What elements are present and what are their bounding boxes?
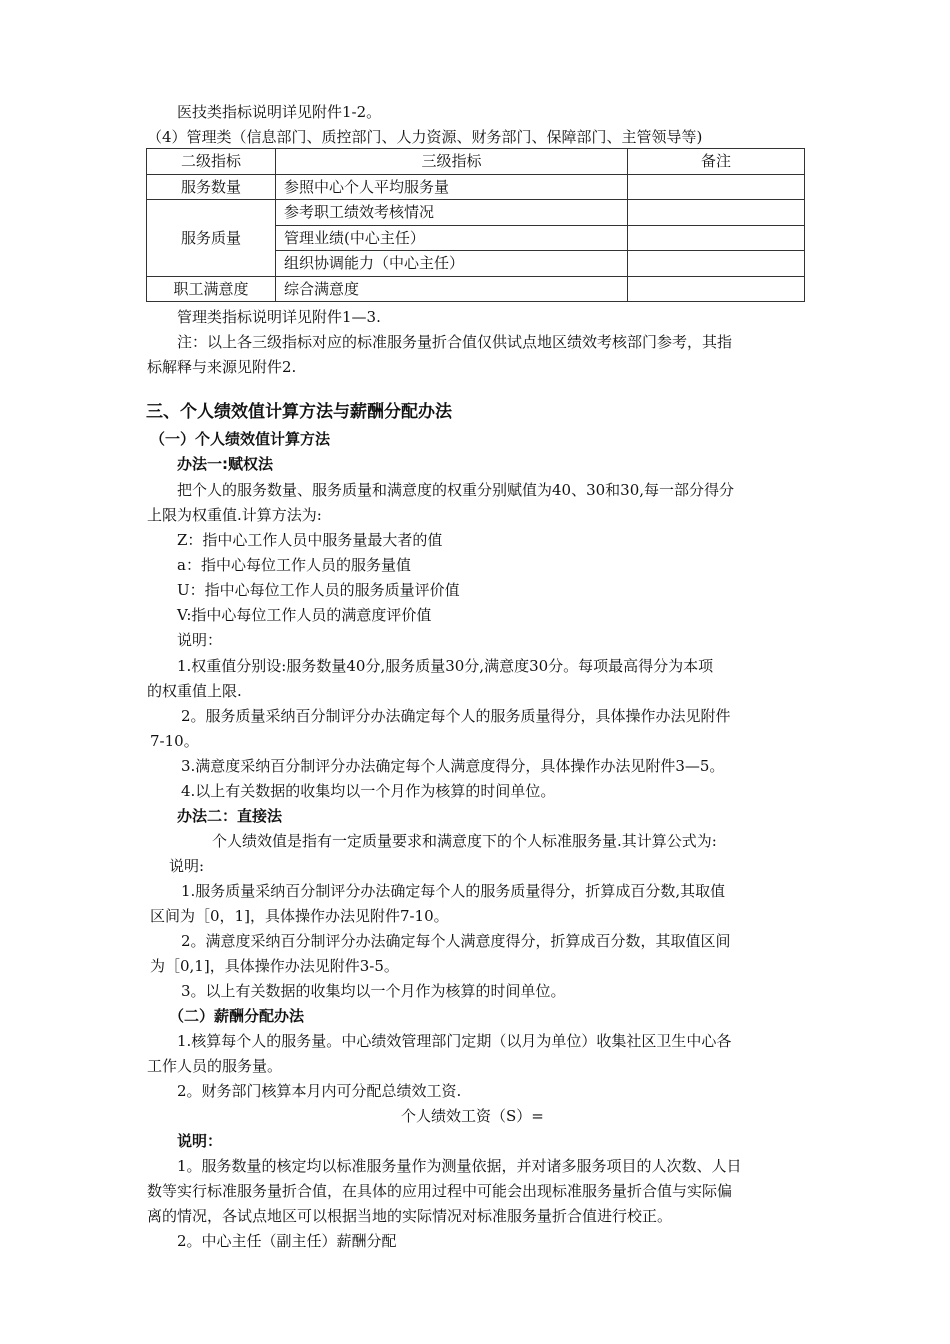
definition-v: V:指中心每位工作人员的满意度评价值 (177, 606, 432, 624)
table-cell-note (628, 225, 805, 251)
formula-label: 个人绩效工资（S）= (401, 1107, 544, 1125)
table-cell-note (628, 251, 805, 277)
salary-item1-cont: 工作人员的服务量。 (147, 1057, 283, 1075)
salary-explain2: 2。中心主任（副主任）薪酬分配 (177, 1232, 397, 1250)
method2-item3: 3。以上有关数据的收集均以一个月作为核算的时间单位。 (181, 982, 566, 1000)
table-header: 备注 (628, 149, 805, 175)
method1-item1-cont: 的权重值上限. (147, 682, 242, 700)
section4-title: （4）管理类（信息部门、质控部门、人力资源、财务部门、保障部门、主管领导等) (147, 128, 703, 146)
definition-z: Z：指中心工作人员中服务量最大者的值 (177, 531, 443, 549)
section3-title: 三、个人绩效值计算方法与薪酬分配办法 (146, 402, 452, 422)
table-cell-note (628, 200, 805, 226)
definition-a: a：指中心每位工作人员的服务量值 (177, 556, 411, 574)
table-header-row (147, 149, 805, 175)
definition-u: U：指中心每位工作人员的服务质量评价值 (177, 581, 460, 599)
table-cell-level2: 服务质量 (147, 200, 276, 277)
method2-paragraph: 个人绩效值是指有一定质量要求和满意度下的个人标准服务量.其计算公式为: (212, 832, 717, 850)
note-line2: 标解释与来源见附件2. (147, 358, 297, 376)
table-cell-level3: 综合满意度 (276, 276, 628, 302)
method1-item3: 3.满意度采纳百分制评分办法确定每个人满意度得分，具体操作办法见附件3—5。 (181, 757, 725, 775)
salary-explain1: 1。服务数量的核定均以标准服务量作为测量依据，并对诸多服务项目的人次数、人日 (177, 1157, 742, 1175)
salary-item1: 1.核算每个人的服务量。中心绩效管理部门定期（以月为单位）收集社区卫生中心各 (177, 1032, 732, 1050)
table-cell-level2: 服务数量 (147, 174, 276, 200)
table-cell-level3: 参照中心个人平均服务量 (276, 174, 628, 200)
table-cell-level3: 参考职工绩效考核情况 (276, 200, 628, 226)
method1-paragraph: 把个人的服务数量、服务质量和满意度的权重分别赋值为40、30和30,每一部分得分 (177, 481, 735, 499)
table-header: 三级指标 (276, 149, 628, 175)
table-cell-level3: 管理业绩(中心主任） (276, 225, 628, 251)
table-cell-level3: 组织协调能力（中心主任） (276, 251, 628, 277)
method1-title: 办法一:赋权法 (177, 455, 273, 473)
salary-explain1-cont: 离的情况，各试点地区可以根据当地的实际情况对标准服务量折合值进行校正。 (147, 1207, 673, 1225)
table-row (147, 200, 805, 226)
explain-label: 说明： (177, 1132, 223, 1150)
method1-item2: 2。服务质量采纳百分制评分办法确定每个人的服务质量得分，具体操作办法见附件 (181, 707, 731, 725)
subsection1-title: （一）个人绩效值计算方法 (150, 430, 331, 448)
method1-paragraph-cont: 上限为权重值.计算方法为: (147, 506, 322, 524)
salary-item2: 2。财务部门核算本月内可分配总绩效工资. (177, 1082, 462, 1100)
mgmt-note: 管理类指标说明详见附件1—3. (177, 308, 381, 326)
method2-item1: 1.服务质量采纳百分制评分办法确定每个人的服务质量得分，折算成百分数,其取值 (181, 882, 726, 900)
table-cell-note (628, 174, 805, 200)
table-header: 二级指标 (147, 149, 276, 175)
method2-item2: 2。满意度采纳百分制评分办法确定每个人满意度得分，折算成百分数，其取值区间 (181, 932, 731, 950)
method1-item4: 4.以上有关数据的收集均以一个月作为核算的时间单位。 (181, 782, 556, 800)
explain-label: 说明: (169, 857, 205, 875)
explain-label: 说明： (177, 631, 223, 649)
method1-item1: 1.权重值分别设:服务数量40分,服务质量30分,满意度30分。每项最高得分为本项 (177, 657, 714, 675)
table-row (147, 276, 805, 302)
method2-item2-cont: 为［0,1]，具体操作办法见附件3-5。 (150, 957, 399, 975)
subsection2-title: （二）薪酬分配办法 (169, 1007, 305, 1025)
indicator-table (146, 148, 805, 302)
method1-item2-cont: 7-10。 (150, 732, 199, 750)
method2-title: 办法二：直接法 (177, 807, 283, 825)
note-line1: 注：以上各三级指标对应的标准服务量折合值仅供试点地区绩效考核部门参考，其指 (177, 333, 733, 351)
intro-note: 医技类指标说明详见附件1-2。 (177, 103, 382, 121)
table-cell-level2: 职工满意度 (147, 276, 276, 302)
table-row (147, 174, 805, 200)
salary-explain1-cont: 数等实行标准服务量折合值，在具体的应用过程中可能会出现标准服务量折合值与实际偏 (147, 1182, 733, 1200)
method2-item1-cont: 区间为［0，1]，具体操作办法见附件7-10。 (150, 907, 449, 925)
table-cell-note (628, 276, 805, 302)
